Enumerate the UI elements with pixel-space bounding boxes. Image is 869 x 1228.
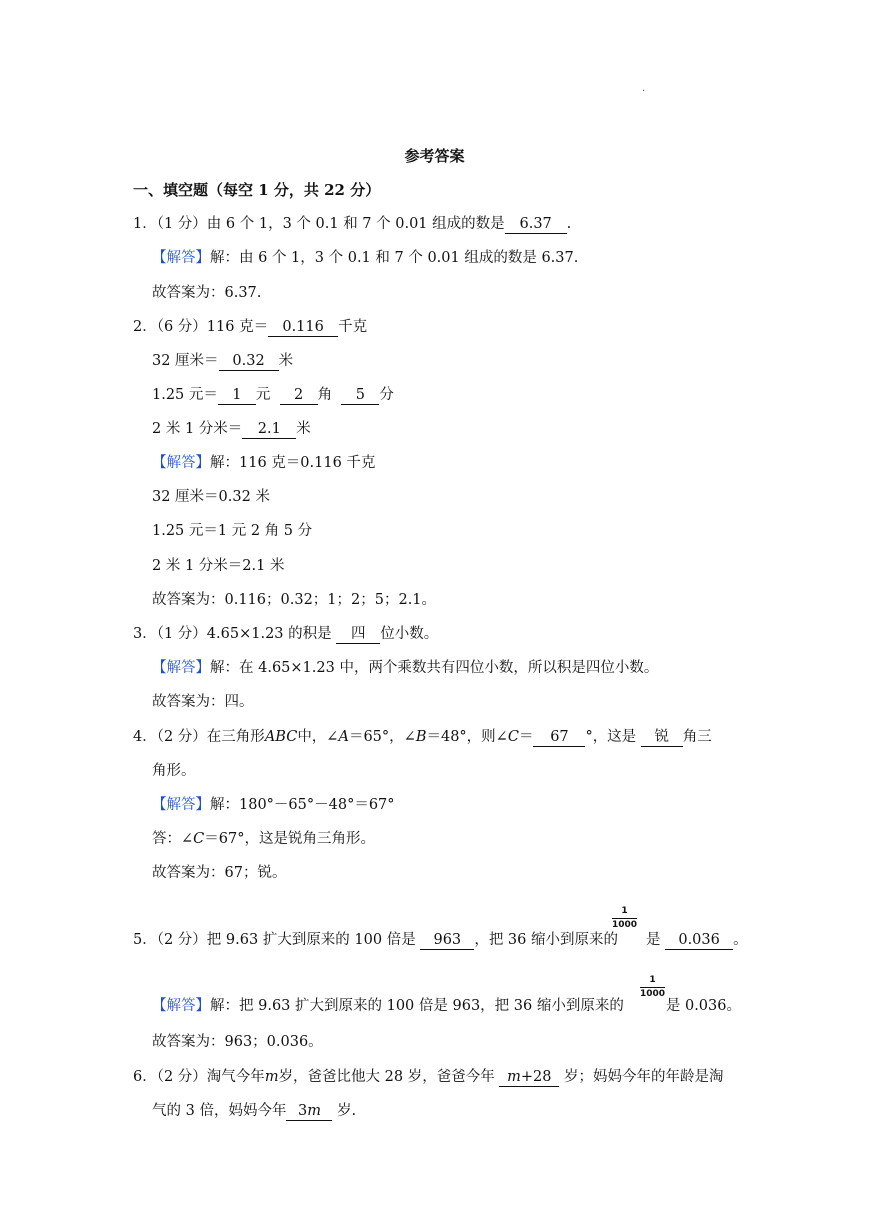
solution-tag: 【解答】 xyxy=(152,998,210,1014)
q2-solution-3: 1.25 元＝1 元 2 角 5 分 xyxy=(152,523,313,539)
q3-final: 故答案为：四。 xyxy=(152,694,254,710)
q2-answer-4: 2 xyxy=(280,386,318,405)
fraction-denominator: 1000 xyxy=(640,989,666,999)
q2-line4 xyxy=(152,419,311,439)
q2-solution-4: 2 米 1 分米＝2.1 米 xyxy=(152,558,285,574)
q1-stem xyxy=(133,214,571,234)
q4-stem-b: 中，∠ xyxy=(297,729,339,745)
solution-tag: 【解答】 xyxy=(152,250,210,266)
q4-answer-line xyxy=(152,829,375,849)
q1-stem-end: . xyxy=(566,216,572,232)
q2-line3-unit1: 元 xyxy=(255,387,271,403)
q5-stem-d: 。 xyxy=(733,932,748,948)
q2-line3-text: 1.25 元＝ xyxy=(152,387,218,403)
q4-solution-text: 解：180°－65°－48°＝67° xyxy=(210,797,395,813)
q2-line3-unit2: 角 xyxy=(317,387,333,403)
q6-answer-2-num: 3 xyxy=(297,1103,308,1119)
q5-answer-2: 0.036 xyxy=(665,931,733,950)
q2-solution xyxy=(152,453,375,473)
fraction-numerator: 1 xyxy=(621,906,628,916)
q1-stem-text: 1．（1 分）由 6 个 1，3 个 0.1 和 7 个 0.01 组成的数是 xyxy=(133,216,505,232)
q2-line1 xyxy=(133,317,367,337)
solution-tag: 【解答】 xyxy=(152,797,210,813)
q4-stem-a: 4．（2 分）在三角形 xyxy=(133,729,265,745)
q4-final: 故答案为：67；锐。 xyxy=(152,865,287,881)
q1-solution-text: 解：由 6 个 1，3 个 0.1 和 7 个 0.01 组成的数是 6.37. xyxy=(210,250,579,266)
q2-line3-unit3: 分 xyxy=(379,387,394,403)
q2-final: 故答案为：0.116；0.32；1；2；5；2.1。 xyxy=(152,592,437,608)
q4-stem-f: °，这是 xyxy=(585,729,637,745)
q1-final: 故答案为：6.37. xyxy=(152,285,262,301)
q3-answer: 四 xyxy=(336,625,380,644)
q4-answer-2: 锐 xyxy=(641,728,683,747)
q6-variable-m: m xyxy=(264,1069,279,1085)
q2-line1-unit: 千克 xyxy=(338,319,368,335)
q2-solution-1: 解：116 克＝0.116 千克 xyxy=(210,455,376,471)
q4-answer-line-c: C xyxy=(193,831,205,847)
fraction-bar xyxy=(640,987,665,988)
section-heading: 一、填空题（每空 1 分，共 22 分） xyxy=(133,181,381,199)
page-title: 参考答案 xyxy=(404,147,465,165)
fraction-bar xyxy=(612,918,637,919)
q5-solution-b: 是 0.036。 xyxy=(665,998,741,1014)
q6-stem-a: 6．（2 分）淘气今年 xyxy=(133,1069,265,1085)
q3-stem xyxy=(133,624,438,644)
q5-stem-c: 是 xyxy=(646,932,661,948)
q3-solution-text: 解：在 4.65×1.23 中，两个乘数共有四位小数，所以积是四位小数。 xyxy=(210,660,659,676)
q2-answer-6: 2.1 xyxy=(242,420,296,439)
q6-stem xyxy=(133,1067,723,1087)
q5-answer-1: 963 xyxy=(420,931,474,950)
q2-line3 xyxy=(152,385,394,405)
solution-tag: 【解答】 xyxy=(152,455,210,471)
q2-line2-text: 32 厘米＝ xyxy=(152,353,219,369)
q4-answer-1: 67 xyxy=(533,728,585,747)
q4-solution xyxy=(152,795,395,815)
q6-stem-e: 岁. xyxy=(337,1103,357,1119)
q2-answer-1: 0.116 xyxy=(268,318,338,337)
fraction-numerator: 1 xyxy=(649,975,656,985)
q2-line1-text: 2．（6 分）116 克＝ xyxy=(133,319,269,335)
q6-answer-1 xyxy=(499,1068,559,1087)
q4-triangle-name: ABC xyxy=(264,729,298,745)
solution-tag: 【解答】 xyxy=(152,660,210,676)
q4-stem xyxy=(133,727,712,747)
q4-answer-line-a: 答：∠ xyxy=(152,831,194,847)
q4-stem-c: ＝65°，∠ xyxy=(348,729,416,745)
q6-stem-d: 气的 3 倍，妈妈今年 xyxy=(152,1103,287,1119)
q6-stem-c: 岁；妈妈今年的年龄是淘 xyxy=(563,1069,724,1085)
q2-solution-2: 32 厘米＝0.32 米 xyxy=(152,489,270,505)
q3-solution xyxy=(152,658,658,678)
q1-solution xyxy=(152,248,578,268)
q4-stem-g: 角三 xyxy=(682,729,712,745)
q4-stem-d: ＝48°，则∠ xyxy=(426,729,508,745)
q4-angle-c: C xyxy=(507,729,519,745)
q6-answer-2 xyxy=(286,1102,332,1121)
q5-stem xyxy=(133,930,748,950)
q3-stem-text: 3．（1 分）4.65×1.23 的积是 xyxy=(133,626,332,642)
q2-answer-2: 0.32 xyxy=(219,352,279,371)
q2-answer-5: 5 xyxy=(341,386,379,405)
q5-final: 故答案为：963；0.036。 xyxy=(152,1034,323,1050)
fraction-denominator: 1000 xyxy=(612,920,638,930)
q2-line4-text: 2 米 1 分米＝ xyxy=(152,421,243,437)
q4-answer-line-b: ＝67°，这是锐角三角形。 xyxy=(204,831,375,847)
q4-stem-e: ＝ xyxy=(518,729,534,745)
q5-fraction xyxy=(612,906,637,931)
q5-stem-a: 5．（2 分）把 9.63 扩大到原来的 100 倍是 xyxy=(133,932,416,948)
q6-stem-cont xyxy=(152,1101,356,1121)
q2-line2 xyxy=(152,351,293,371)
q5-solution-fraction xyxy=(640,975,665,1000)
q1-answer: 6.37 xyxy=(505,215,567,234)
q6-stem-b: 岁，爸爸比他大 28 岁，爸爸今年 xyxy=(278,1069,495,1085)
q6-answer-2-m: m xyxy=(307,1103,321,1119)
header-dot: . xyxy=(642,83,646,94)
q2-line2-unit: 米 xyxy=(278,353,294,369)
q6-answer-1-rest: +28 xyxy=(520,1069,552,1085)
q4-stem-cont: 角形。 xyxy=(152,763,196,779)
q6-answer-1-m: m xyxy=(507,1069,521,1085)
q4-angle-b: B xyxy=(415,729,427,745)
q5-stem-b: ，把 36 缩小到原来的 xyxy=(474,932,618,948)
q2-answer-3: 1 xyxy=(218,386,256,405)
q3-stem-end: 位小数。 xyxy=(380,626,439,642)
q5-solution-a: 解：把 9.63 扩大到原来的 100 倍是 963，把 36 缩小到原来的 xyxy=(210,998,624,1014)
q2-line4-unit: 米 xyxy=(296,421,311,437)
q4-angle-a: A xyxy=(338,729,349,745)
